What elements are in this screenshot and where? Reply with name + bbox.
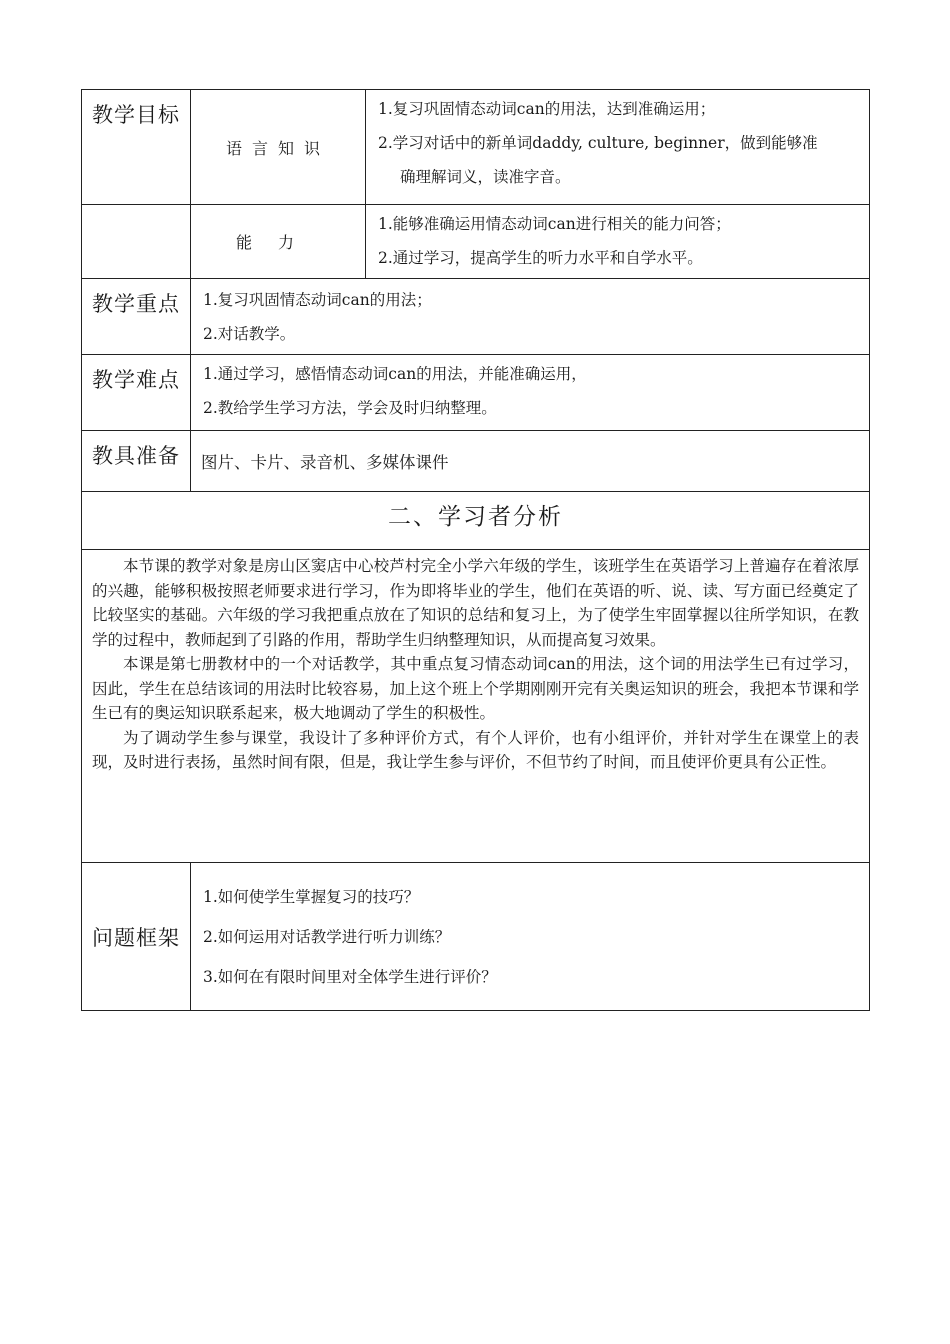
learner-analysis-title-row	[82, 492, 870, 550]
learner-analysis-title: 二、学习者分析	[82, 492, 870, 550]
materials-text: 图片、卡片、录音机、多媒体课件	[191, 431, 870, 492]
learner-analysis-body-row	[82, 550, 870, 863]
key-point-item-1: 1.复习巩固情态动词can的用法；	[203, 291, 432, 309]
learner-analysis-body	[82, 550, 870, 863]
difficulty-item-2: 2.教给学生学习方法，学会及时归纳整理。	[203, 399, 497, 417]
language-knowledge-item-2: 2.学习对话中的新单词daddy, culture, beginner，做到能够准	[378, 134, 818, 152]
language-knowledge-item-2-cont: 确理解词义，读准字音。	[400, 168, 571, 186]
difficulties-header: 教学难点	[82, 355, 191, 431]
ability-label: 能力	[191, 205, 366, 279]
analysis-paragraph-1: 本节课的教学对象是房山区窦店中心校芦村完全小学六年级的学生，该班学生在英语学习上普遍存在着浓厚的兴趣，能够积极按照老师要求进行学习，作为即将毕业的学生，他们在英语的听、说、读、写方面已经奠定了比较坚实的基础。六年级的学习我把重点放在了知识的总结和复习上，为了使学生牢固掌握以往所学知识，在教学的过程中，教师起到了引路的作用，帮助学生归纳整理知识，从而提高复习效果。	[92, 557, 859, 649]
language-knowledge-items	[366, 90, 870, 205]
objectives-header-spacer	[82, 205, 191, 279]
objectives-header: 教学目标	[82, 90, 191, 205]
objectives-ability-row	[82, 205, 870, 279]
question-framework-items	[191, 863, 870, 1011]
question-framework-header: 问题框架	[82, 863, 191, 1011]
analysis-paragraph-3: 为了调动学生参与课堂，我设计了多种评价方式，有个人评价，也有小组评价，并针对学生在课堂上的表现，及时进行表扬，虽然时间有限，但是，我让学生参与评价，不但节约了时间，而且使评价更具有公正性。	[92, 728, 859, 771]
materials-header: 教具准备	[82, 431, 191, 492]
objectives-language-row	[82, 90, 870, 205]
language-knowledge-label: 语言知识	[191, 90, 366, 205]
key-points-header: 教学重点	[82, 279, 191, 355]
key-points-items	[191, 279, 870, 355]
key-points-row	[82, 279, 870, 355]
question-item-2: 2.如何运用对话教学进行听力训练？	[203, 928, 451, 946]
language-knowledge-item-1: 1.复习巩固情态动词can的用法，达到准确运用；	[378, 100, 716, 118]
ability-item-2: 2.通过学习，提高学生的听力水平和自学水平。	[378, 249, 703, 267]
ability-items	[366, 205, 870, 279]
lesson-plan-table	[81, 89, 870, 1011]
difficulties-items	[191, 355, 870, 431]
question-item-3: 3.如何在有限时间里对全体学生进行评价？	[203, 968, 497, 986]
question-item-1: 1.如何使学生掌握复习的技巧？	[203, 888, 420, 906]
difficulty-item-1: 1.通过学习，感悟情态动词can的用法，并能准确运用，	[203, 365, 587, 383]
analysis-paragraph-2: 本课是第七册教材中的一个对话教学，其中重点复习情态动词can的用法，这个词的用法学生已有过学习，因此，学生在总结该词的用法时比较容易，加上这个班上个学期刚刚开完有关奥运知识的班会，我把本节课和学生已有的奥运知识联系起来，极大地调动了学生的积极性。	[92, 655, 859, 722]
key-point-item-2: 2.对话教学。	[203, 325, 296, 343]
ability-item-1: 1.能够准确运用情态动词can进行相关的能力问答；	[378, 215, 731, 233]
question-framework-row	[82, 863, 870, 1011]
difficulties-row	[82, 355, 870, 431]
lesson-plan-document	[81, 89, 869, 1011]
materials-row	[82, 431, 870, 492]
